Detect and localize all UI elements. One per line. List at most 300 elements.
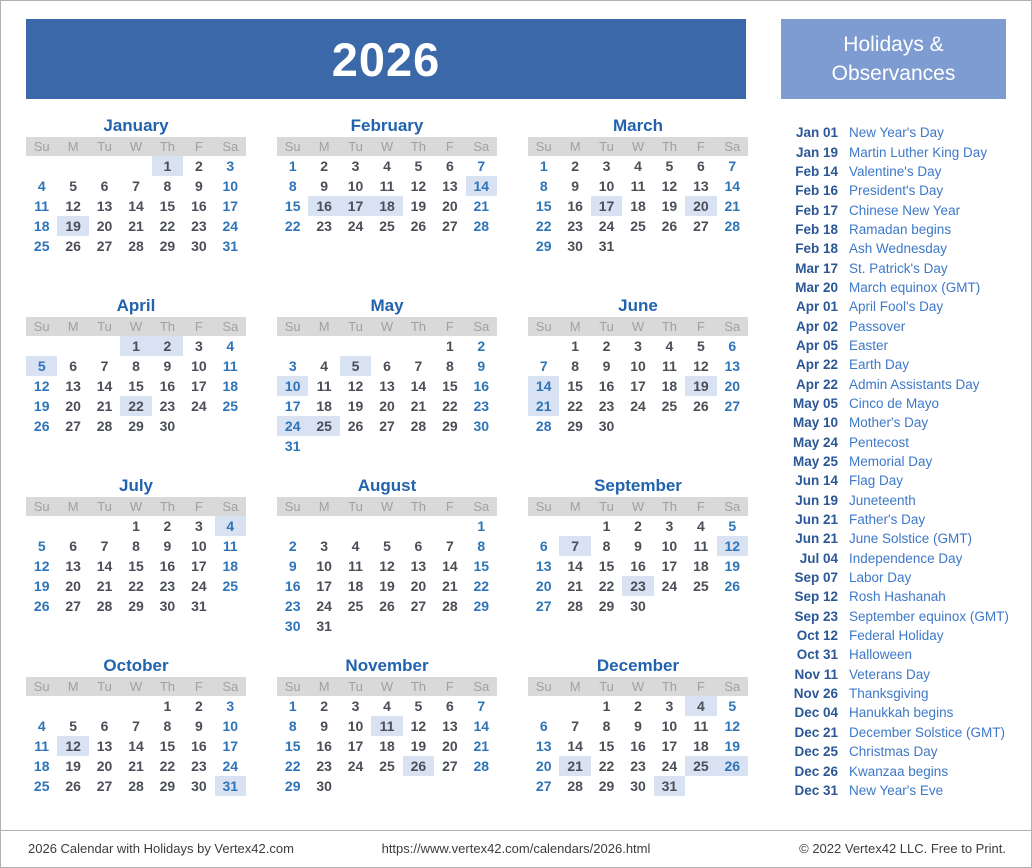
months-grid (26, 114, 748, 834)
footer-copyright: © 2022 Vertex42 LLC. Free to Print. (799, 841, 1006, 856)
month-days (26, 696, 246, 796)
day-cell: 4 (383, 698, 391, 714)
holiday-row (790, 529, 1009, 548)
holiday-row (790, 491, 1009, 510)
day-cell: 7 (477, 698, 486, 714)
day-cell: 16 (598, 378, 615, 394)
dow-label: Sa (473, 139, 490, 154)
day-cell: 24 (630, 398, 646, 414)
day-cell: 18 (630, 198, 646, 214)
dow-label: Su (33, 499, 50, 514)
day-cell: 19 (410, 738, 427, 754)
holiday-list (790, 123, 1009, 800)
holiday-date: Mar 17 (795, 260, 838, 276)
footer-url[interactable]: https://www.vertex42.com/calendars/2026.html (381, 841, 651, 856)
holiday-row (790, 258, 1009, 277)
day-cell: 29 (442, 418, 458, 434)
holiday-name: December Solstice (GMT) (849, 724, 1006, 740)
holiday-row (790, 374, 1009, 393)
day-cell: 27 (65, 598, 81, 614)
holiday-date: Jun 19 (795, 492, 838, 508)
empty-cell (57, 156, 88, 176)
day-cell: 18 (661, 378, 678, 394)
day-cell: 19 (347, 398, 364, 414)
day-cell: 12 (410, 718, 427, 734)
day-cell: 8 (477, 538, 486, 554)
day-cell: 4 (37, 178, 46, 194)
day-cell: 7 (571, 718, 580, 734)
dow-label: W (129, 679, 143, 694)
day-cell: 26 (410, 218, 427, 234)
day-cell: 5 (69, 178, 78, 194)
dow-label: M (67, 679, 79, 694)
day-cell: 4 (665, 338, 674, 354)
day-cell: 5 (728, 698, 737, 714)
empty-cell (528, 516, 559, 536)
day-cell: 25 (693, 578, 709, 594)
day-cell: 9 (163, 358, 172, 374)
holiday-date: Jan 19 (795, 144, 838, 160)
day-cell: 25 (308, 416, 339, 436)
day-cell: 28 (442, 598, 458, 614)
day-cell: 14 (128, 738, 144, 754)
day-cell: 6 (414, 538, 423, 554)
day-cell: 26 (65, 238, 81, 254)
empty-cell (89, 156, 120, 176)
dow-label: Su (284, 319, 301, 334)
day-cell: 5 (665, 158, 674, 174)
empty-cell (89, 516, 120, 536)
dow-label: F (696, 319, 705, 334)
day-cell: 20 (96, 218, 113, 234)
day-cell: 7 (539, 358, 548, 374)
day-cell: 18 (222, 378, 239, 394)
day-cell: 19 (724, 738, 741, 754)
day-cell: 10 (191, 538, 207, 554)
day-cell: 20 (410, 578, 427, 594)
day-cell: 25 (685, 756, 716, 776)
day-cell: 11 (222, 538, 238, 554)
day-cell: 23 (473, 398, 490, 414)
day-cell: 27 (96, 238, 113, 254)
month-january (26, 114, 246, 294)
holiday-row (790, 413, 1009, 432)
day-cell: 12 (410, 178, 427, 194)
day-cell: 15 (567, 378, 583, 394)
dow-label: F (445, 139, 454, 154)
day-cell: 23 (159, 578, 176, 594)
holiday-name: Pentecost (849, 434, 910, 450)
day-cell: 30 (191, 778, 207, 794)
month-days (277, 516, 497, 636)
dow-label: W (380, 319, 394, 334)
month-days (528, 696, 748, 796)
holiday-name: Admin Assistants Day (849, 376, 980, 392)
day-cell: 14 (128, 198, 144, 214)
holiday-name: Earth Day (849, 357, 910, 373)
day-of-week-header (26, 317, 246, 336)
day-cell: 16 (191, 738, 207, 754)
day-cell: 21 (128, 758, 144, 774)
dow-label: M (569, 679, 581, 694)
holiday-row (790, 761, 1009, 780)
day-cell: 21 (96, 398, 113, 414)
month-november (277, 654, 497, 834)
month-days (528, 516, 748, 616)
dow-label: M (318, 679, 330, 694)
year-banner (26, 19, 746, 99)
day-cell: 9 (571, 178, 580, 194)
day-cell: 19 (33, 398, 50, 414)
day-cell: 18 (693, 558, 709, 574)
empty-cell (371, 516, 402, 536)
day-cell: 17 (222, 198, 239, 214)
day-cell: 30 (159, 598, 176, 614)
dow-label: F (696, 499, 705, 514)
empty-cell (308, 336, 339, 356)
empty-cell (559, 516, 590, 536)
day-cell: 31 (316, 618, 332, 634)
dow-label: Th (159, 319, 175, 334)
empty-cell (559, 696, 590, 716)
day-cell: 19 (57, 216, 88, 236)
empty-cell (26, 156, 57, 176)
day-cell: 20 (535, 758, 552, 774)
day-cell: 19 (661, 198, 678, 214)
dow-label: Th (159, 499, 175, 514)
day-cell: 25 (630, 218, 646, 234)
holiday-row (790, 587, 1009, 606)
day-of-week-header (277, 137, 497, 156)
day-cell: 3 (351, 158, 360, 174)
day-cell: 9 (194, 178, 203, 194)
day-cell: 10 (630, 358, 646, 374)
day-cell: 2 (163, 518, 172, 534)
dow-label: Th (661, 499, 677, 514)
day-cell: 23 (316, 218, 332, 234)
dow-label: W (380, 499, 394, 514)
holiday-row (790, 239, 1009, 258)
holiday-row (790, 626, 1009, 645)
day-cell: 18 (693, 738, 709, 754)
holiday-name: Rosh Hashanah (849, 589, 946, 605)
day-cell: 3 (194, 518, 203, 534)
day-cell: 27 (442, 758, 458, 774)
month-title: March (612, 116, 664, 135)
day-cell: 6 (696, 158, 705, 174)
day-cell: 20 (724, 378, 741, 394)
holiday-name: Independence Day (849, 550, 963, 566)
day-cell: 21 (473, 738, 490, 754)
day-cell: 17 (630, 378, 646, 394)
day-cell: 24 (222, 218, 239, 234)
dow-label: F (194, 139, 203, 154)
dow-label: Tu (348, 679, 363, 694)
day-cell: 4 (383, 158, 391, 174)
day-cell: 30 (284, 618, 301, 634)
day-cell: 18 (347, 578, 364, 594)
day-cell: 21 (96, 578, 113, 594)
holiday-name: Kwanzaa begins (849, 763, 949, 779)
dow-label: W (380, 139, 394, 154)
dow-label: M (569, 499, 581, 514)
day-cell: 6 (539, 718, 548, 734)
day-cell: 31 (215, 776, 246, 796)
day-cell: 12 (65, 198, 81, 214)
dow-label: Th (159, 679, 175, 694)
day-cell: 27 (535, 778, 552, 794)
holiday-row (790, 355, 1009, 374)
holiday-name: President's Day (849, 183, 944, 199)
holiday-date: May 05 (792, 395, 838, 411)
day-cell: 2 (477, 338, 486, 354)
day-cell: 12 (347, 378, 364, 394)
holiday-date: Feb 18 (795, 221, 838, 237)
dow-label: F (445, 499, 454, 514)
day-cell: 30 (191, 238, 207, 254)
day-cell: 28 (410, 418, 427, 434)
day-cell: 29 (473, 598, 490, 614)
day-cell: 16 (159, 378, 176, 394)
day-cell: 9 (288, 558, 297, 574)
day-cell: 5 (728, 518, 737, 534)
day-cell: 8 (571, 358, 580, 374)
holiday-date: Sep 07 (794, 570, 838, 586)
dow-label: Tu (599, 319, 614, 334)
day-cell: 22 (598, 578, 615, 594)
day-cell: 12 (33, 378, 50, 394)
holiday-row (790, 336, 1009, 355)
day-cell: 10 (316, 558, 332, 574)
day-cell: 10 (347, 718, 364, 734)
day-cell: 18 (371, 196, 402, 216)
holiday-date: Jul 04 (799, 550, 838, 566)
day-cell: 31 (284, 438, 301, 454)
month-march (528, 114, 748, 294)
dow-label: Tu (348, 319, 363, 334)
month-title: June (618, 296, 658, 315)
day-cell: 25 (347, 598, 364, 614)
dow-label: Su (33, 679, 50, 694)
holiday-row (790, 142, 1009, 161)
day-cell: 3 (602, 158, 611, 174)
holiday-row (790, 510, 1009, 529)
day-cell: 17 (340, 196, 371, 216)
day-cell: 26 (347, 418, 364, 434)
day-cell: 5 (69, 718, 78, 734)
day-of-week-header (26, 677, 246, 696)
holiday-row (790, 568, 1009, 587)
holiday-row (790, 723, 1009, 742)
day-cell: 27 (535, 598, 552, 614)
day-cell: 20 (442, 738, 458, 754)
day-cell: 26 (403, 756, 434, 776)
day-cell: 20 (65, 578, 81, 594)
day-cell: 29 (535, 238, 552, 254)
holiday-name: Ramadan begins (849, 221, 952, 237)
day-cell: 21 (567, 578, 583, 594)
day-cell: 13 (693, 178, 709, 194)
day-cell: 22 (567, 398, 583, 414)
day-cell: 1 (571, 338, 580, 354)
dow-label: Sa (222, 139, 239, 154)
day-cell: 28 (128, 238, 144, 254)
day-cell: 2 (320, 698, 329, 714)
empty-cell (120, 696, 151, 716)
day-cell: 1 (602, 698, 611, 714)
dow-label: W (129, 139, 143, 154)
empty-cell (57, 516, 88, 536)
day-cell: 1 (477, 518, 486, 534)
day-cell: 22 (473, 578, 490, 594)
day-cell: 12 (717, 536, 748, 556)
holiday-name: New Year's Eve (849, 782, 944, 798)
day-cell: 25 (379, 218, 395, 234)
day-of-week-header (528, 137, 748, 156)
month-april (26, 294, 246, 474)
day-cell: 20 (442, 198, 458, 214)
empty-cell (403, 336, 434, 356)
holiday-name: Hanukkah begins (849, 705, 954, 721)
month-february (277, 114, 497, 294)
holiday-name: June Solstice (GMT) (849, 531, 973, 547)
day-cell: 22 (120, 396, 151, 416)
dow-label: Su (535, 139, 552, 154)
day-cell: 24 (277, 416, 308, 436)
month-days (277, 336, 497, 456)
holiday-name: Veterans Day (849, 666, 931, 682)
month-days (528, 336, 748, 436)
holiday-name: September equinox (GMT) (849, 608, 1009, 624)
holiday-date: Mar 20 (795, 279, 838, 295)
day-cell: 17 (591, 196, 622, 216)
day-cell: 7 (559, 536, 590, 556)
day-of-week-header (528, 497, 748, 516)
dow-label: Tu (97, 499, 112, 514)
day-cell: 3 (320, 538, 329, 554)
day-of-week-header (277, 317, 497, 336)
dow-label: M (569, 139, 581, 154)
day-cell: 10 (222, 718, 239, 734)
day-cell: 1 (539, 158, 548, 174)
dow-label: Tu (348, 499, 363, 514)
day-cell: 23 (191, 218, 207, 234)
holiday-date: Jan 01 (795, 125, 838, 141)
day-cell: 23 (191, 758, 207, 774)
day-cell: 8 (163, 718, 172, 734)
day-cell: 25 (379, 758, 395, 774)
holidays-header (781, 19, 1006, 99)
day-cell: 4 (685, 696, 716, 716)
day-cell: 26 (379, 598, 395, 614)
day-cell: 28 (567, 598, 583, 614)
day-cell: 6 (383, 358, 391, 374)
day-cell: 16 (473, 378, 490, 394)
day-cell: 7 (414, 358, 423, 374)
day-cell: 4 (37, 718, 46, 734)
day-cell: 10 (191, 358, 207, 374)
month-title: February (350, 116, 424, 135)
dow-label: M (318, 319, 330, 334)
empty-cell (277, 336, 308, 356)
day-cell: 8 (132, 538, 140, 554)
day-cell: 16 (159, 558, 176, 574)
day-cell: 17 (347, 738, 364, 754)
empty-cell (434, 516, 465, 536)
dow-label: Sa (724, 499, 741, 514)
day-cell: 17 (661, 558, 678, 574)
holiday-date: Feb 17 (795, 202, 838, 218)
day-cell: 2 (194, 158, 203, 174)
day-cell: 1 (288, 158, 297, 174)
holiday-date: Dec 25 (794, 744, 838, 760)
dow-label: F (194, 499, 203, 514)
empty-cell (120, 156, 151, 176)
month-august (277, 474, 497, 654)
dow-label: Sa (473, 319, 490, 334)
holiday-name: Ash Wednesday (849, 241, 948, 257)
day-cell: 31 (222, 238, 239, 254)
day-cell: 13 (724, 358, 741, 374)
day-cell: 21 (528, 396, 559, 416)
day-cell: 30 (473, 418, 490, 434)
dow-label: W (129, 499, 143, 514)
day-cell: 10 (661, 538, 678, 554)
day-cell: 2 (194, 698, 203, 714)
day-cell: 22 (284, 758, 301, 774)
day-cell: 27 (693, 218, 709, 234)
day-cell: 19 (33, 578, 50, 594)
day-cell: 17 (191, 378, 207, 394)
holiday-date: Dec 26 (794, 763, 838, 779)
day-cell: 9 (194, 718, 203, 734)
holiday-date: Jun 21 (795, 531, 838, 547)
day-cell: 3 (634, 338, 642, 354)
holidays-header-line1: Holidays & (843, 33, 944, 56)
holidays-header-line2: Observances (831, 62, 956, 85)
empty-cell (26, 336, 57, 356)
day-cell: 20 (379, 398, 395, 414)
day-cell: 15 (535, 198, 552, 214)
day-cell: 6 (69, 538, 78, 554)
day-cell: 27 (724, 398, 741, 414)
dow-label: Tu (599, 679, 614, 694)
day-cell: 15 (159, 738, 176, 754)
day-cell: 7 (477, 158, 486, 174)
holiday-date: Jun 14 (795, 473, 838, 489)
holiday-date: Nov 26 (793, 686, 838, 702)
month-october (26, 654, 246, 834)
day-cell: 11 (348, 558, 363, 574)
day-cell: 7 (132, 718, 140, 734)
day-cell: 5 (414, 158, 423, 174)
holiday-date: Apr 22 (795, 376, 838, 392)
holiday-date: Dec 21 (794, 724, 838, 740)
dow-label: W (380, 679, 394, 694)
dow-label: Tu (599, 499, 614, 514)
day-cell: 6 (100, 178, 109, 194)
day-cell: 2 (320, 158, 329, 174)
holiday-date: Sep 12 (794, 589, 838, 605)
day-cell: 2 (571, 158, 580, 174)
day-cell: 1 (120, 336, 151, 356)
day-of-week-header (26, 137, 246, 156)
day-cell: 13 (535, 558, 552, 574)
day-cell: 27 (442, 218, 458, 234)
dow-label: F (445, 319, 454, 334)
day-cell: 30 (159, 418, 176, 434)
day-cell: 16 (567, 198, 583, 214)
